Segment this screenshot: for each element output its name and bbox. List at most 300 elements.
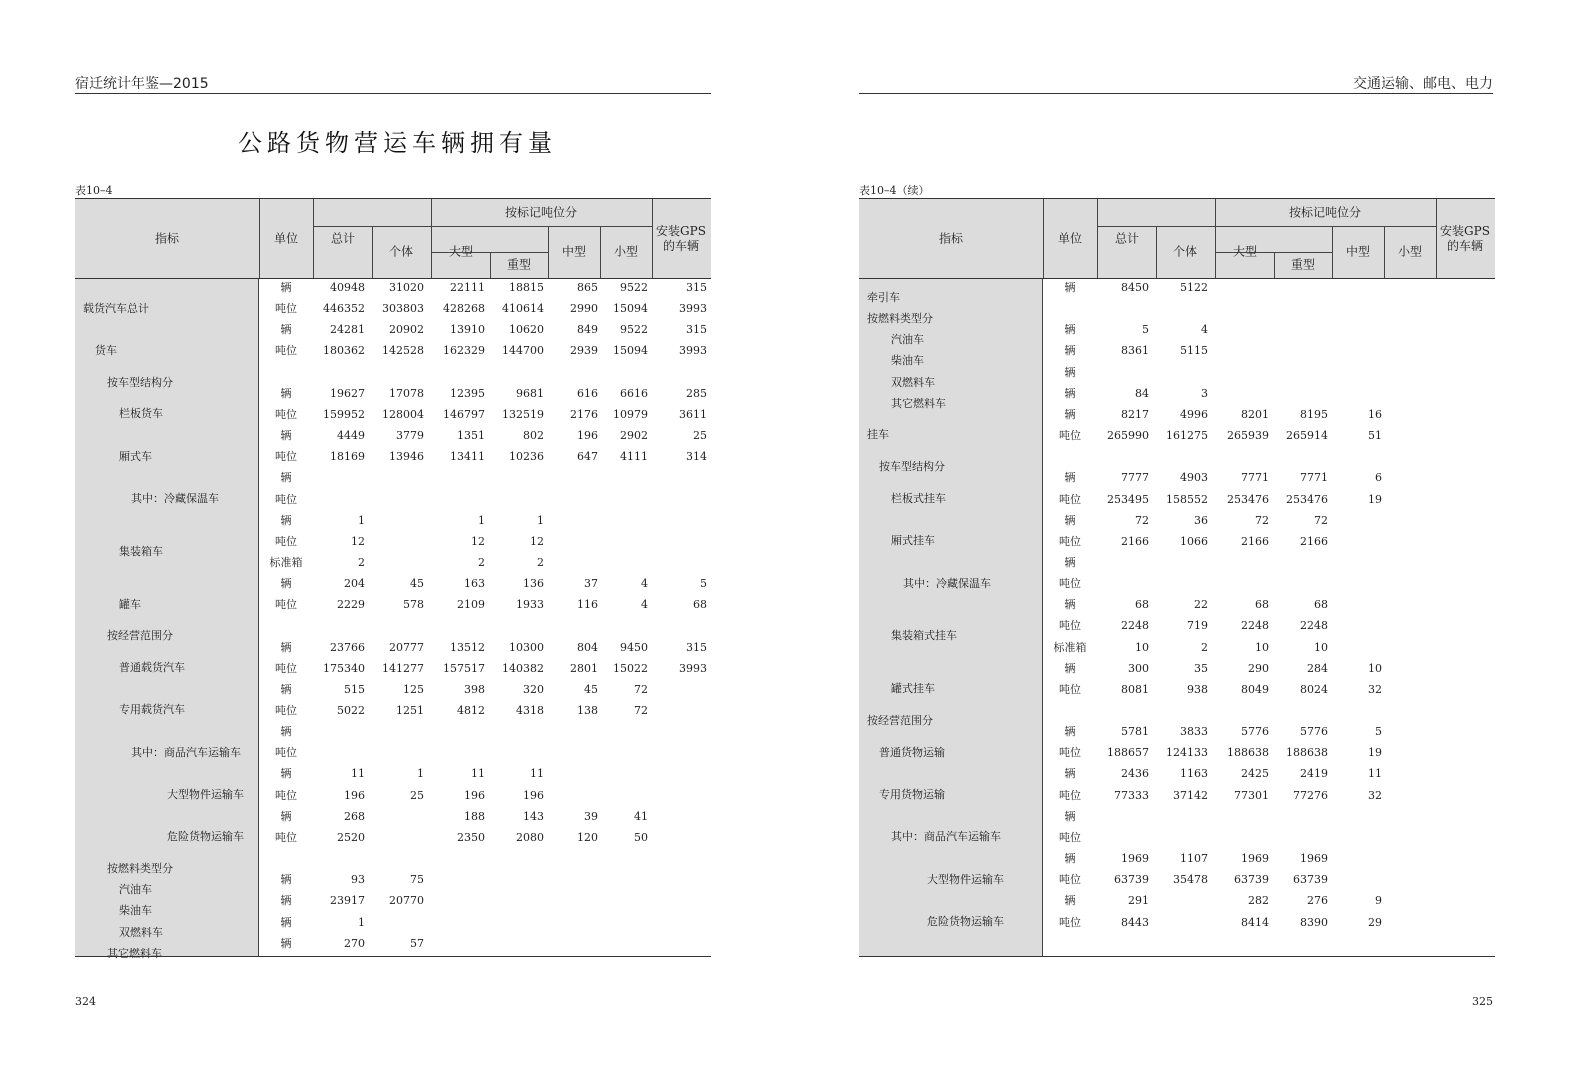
value-cell: 158552: [1166, 492, 1208, 506]
value-cell: 11: [1368, 767, 1382, 781]
value-cell: 2350: [457, 830, 485, 844]
header-divider: [1043, 199, 1044, 278]
table-header-right: [859, 199, 1495, 279]
header-individual: 个体: [1172, 244, 1198, 259]
header-large: 大型: [448, 244, 474, 259]
header-divider: [313, 226, 652, 227]
unit-cell: 辆: [280, 809, 292, 823]
header-medium: 中型: [561, 244, 587, 259]
table-row: [75, 637, 711, 658]
value-cell: 39: [584, 809, 598, 823]
value-cell: 63739: [1234, 873, 1269, 887]
value-cell: 11: [530, 767, 544, 781]
value-cell: 5122: [1180, 281, 1208, 294]
unit-cell: 标准箱: [269, 555, 303, 569]
unit-cell: 辆: [1064, 365, 1076, 379]
table-row: [859, 383, 1495, 404]
value-cell: 72: [1314, 513, 1328, 527]
table-right: [859, 198, 1495, 957]
value-cell: 50: [634, 830, 648, 844]
table-row: [859, 573, 1495, 594]
header-divider: [548, 226, 549, 278]
value-cell: 5: [1375, 725, 1382, 739]
table-row: [75, 700, 711, 721]
value-cell: 2902: [620, 429, 648, 443]
value-cell: 37142: [1173, 788, 1208, 802]
table-row: [75, 912, 711, 933]
value-cell: 84: [1135, 386, 1149, 400]
header-unit: 单位: [273, 231, 299, 246]
value-cell: 3779: [396, 429, 424, 443]
value-cell: 124133: [1166, 746, 1208, 760]
header-medium: 中型: [1345, 244, 1371, 259]
header-divider: [1215, 199, 1216, 278]
value-cell: 9681: [516, 386, 544, 400]
table-row: [75, 467, 711, 488]
table-row: [859, 340, 1495, 361]
table-row: [859, 594, 1495, 615]
value-cell: 29: [1368, 915, 1382, 929]
header-gps: 安装GPS 的车辆: [1440, 224, 1490, 253]
value-cell: 24281: [330, 323, 365, 337]
table-row: [75, 869, 711, 890]
value-cell: 12: [351, 534, 365, 548]
value-cell: 188638: [1286, 746, 1328, 760]
value-cell: 4996: [1180, 407, 1208, 421]
value-cell: 138: [577, 704, 598, 717]
table-row: [75, 890, 711, 911]
value-cell: 13512: [450, 640, 485, 654]
page-number-left: 324: [75, 995, 96, 1008]
indicator-label: 厢式车: [119, 449, 152, 463]
table-row: [859, 848, 1495, 869]
indicator-label: 挂车: [867, 428, 889, 442]
value-cell: 1969: [1121, 852, 1149, 866]
value-cell: 196: [577, 429, 598, 443]
value-cell: 159952: [323, 407, 365, 421]
indicator-label: 集装箱车: [119, 544, 163, 558]
table-body-right: [859, 279, 1495, 956]
unit-cell: 辆: [1064, 852, 1076, 866]
unit-cell: 辆: [280, 767, 292, 781]
header-divider: [1274, 252, 1275, 278]
table-row: [859, 763, 1495, 784]
value-cell: 2: [537, 555, 544, 569]
value-cell: 1933: [516, 598, 544, 612]
value-cell: 4903: [1180, 471, 1208, 485]
value-cell: 1969: [1300, 852, 1328, 866]
unit-cell: 吨位: [275, 534, 297, 548]
value-cell: 398: [464, 682, 485, 696]
header-rule-right: [859, 93, 1493, 94]
indicator-label: 大型物件运输车: [927, 872, 1004, 886]
value-cell: 4318: [516, 704, 544, 717]
table-row: [859, 531, 1495, 552]
unit-cell: 吨位: [275, 830, 297, 844]
unit-cell: 辆: [280, 281, 292, 294]
unit-cell: 吨位: [1059, 788, 1081, 802]
value-cell: 2520: [337, 830, 365, 844]
value-cell: 4: [641, 577, 648, 591]
value-cell: 276: [1307, 894, 1328, 908]
header-divider: [652, 199, 653, 278]
unit-cell: 辆: [1064, 809, 1076, 823]
value-cell: 77333: [1114, 788, 1149, 802]
unit-cell: 吨位: [275, 788, 297, 802]
value-cell: 10236: [509, 450, 544, 464]
value-cell: 802: [523, 429, 544, 443]
value-cell: 2166: [1121, 534, 1149, 548]
table-row: [859, 425, 1495, 446]
value-cell: 32: [1368, 682, 1382, 696]
header-individual: 个体: [388, 244, 414, 259]
indicator-label: 其它燃料车: [891, 396, 946, 410]
unit-cell: 辆: [1064, 725, 1076, 739]
table-row: [75, 404, 711, 425]
header-large: 大型: [1232, 244, 1258, 259]
value-cell: 18815: [509, 281, 544, 294]
value-cell: 515: [344, 682, 365, 696]
indicator-label: 双燃料车: [891, 375, 935, 389]
value-cell: 11: [351, 767, 365, 781]
value-cell: 290: [1248, 661, 1269, 675]
table-row: [859, 890, 1495, 911]
value-cell: 72: [634, 704, 648, 717]
unit-cell: 吨位: [1059, 682, 1081, 696]
unit-cell: 辆: [280, 682, 292, 696]
value-cell: 265990: [1107, 429, 1149, 443]
unit-cell: 吨位: [1059, 746, 1081, 760]
indicator-label: 牵引车: [867, 291, 900, 304]
value-cell: 804: [577, 640, 598, 654]
table-row: [859, 467, 1495, 488]
value-cell: 146797: [443, 407, 485, 421]
unit-cell: 辆: [1064, 323, 1076, 337]
value-cell: 320: [523, 682, 544, 696]
value-cell: 63739: [1293, 873, 1328, 887]
value-cell: 40948: [330, 281, 365, 294]
header-divider: [1097, 226, 1436, 227]
table-row: [75, 298, 711, 319]
value-cell: 8361: [1121, 344, 1149, 358]
indicator-label: 集装箱式挂车: [891, 629, 957, 643]
value-cell: 1: [478, 513, 485, 527]
value-cell: 125: [403, 682, 424, 696]
unit-cell: 辆: [1064, 407, 1076, 421]
table-row: [75, 340, 711, 361]
value-cell: 8024: [1300, 682, 1328, 696]
indicator-label: 按经营范围分: [867, 714, 933, 727]
indicator-label: 其它燃料车: [107, 946, 162, 960]
value-cell: 8049: [1241, 682, 1269, 696]
indicator-label: 厢式挂车: [891, 534, 935, 548]
value-cell: 2419: [1300, 767, 1328, 781]
value-cell: 10300: [509, 640, 544, 654]
table-row: [859, 721, 1495, 742]
value-cell: 162329: [443, 344, 485, 358]
value-cell: 2176: [570, 407, 598, 421]
indicator-label: 柴油车: [891, 354, 924, 368]
value-cell: 2: [478, 555, 485, 569]
page-title: 公路货物营运车辆拥有量: [238, 129, 557, 157]
value-cell: 938: [1187, 682, 1208, 696]
value-cell: 1: [358, 513, 365, 527]
indicator-label: 按燃料类型分: [107, 862, 173, 876]
value-cell: 120: [577, 830, 598, 844]
table-row: [859, 510, 1495, 531]
unit-cell: 吨位: [275, 661, 297, 675]
table-row: [859, 912, 1495, 933]
value-cell: 12395: [450, 386, 485, 400]
value-cell: 41: [634, 809, 648, 823]
indicator-label: 普通货物运输: [879, 745, 945, 759]
unit-cell: 吨位: [1059, 873, 1081, 887]
unit-cell: 辆: [1064, 471, 1076, 485]
header-divider: [431, 199, 432, 278]
value-cell: 20770: [389, 894, 424, 908]
value-cell: 315: [686, 281, 707, 294]
value-cell: 1: [537, 513, 544, 527]
indicator-label: 按燃料类型分: [867, 312, 933, 326]
header-divider: [372, 226, 373, 278]
table-row: [75, 573, 711, 594]
value-cell: 63739: [1114, 873, 1149, 887]
value-cell: 5781: [1121, 725, 1149, 739]
value-cell: 2990: [570, 302, 598, 316]
value-cell: 23766: [330, 640, 365, 654]
indicator-label: 柴油车: [119, 904, 152, 918]
value-cell: 77301: [1234, 788, 1269, 802]
value-cell: 8443: [1121, 915, 1149, 929]
value-cell: 132519: [502, 407, 544, 421]
value-cell: 72: [1255, 513, 1269, 527]
value-cell: 204: [344, 577, 365, 591]
value-cell: 15094: [613, 344, 648, 358]
value-cell: 4111: [620, 450, 648, 464]
header-rule-left: [75, 93, 711, 94]
table-body-left: [75, 279, 711, 960]
indicator-label: 按经营范围分: [107, 629, 173, 643]
indicator-label: 其中：商品汽车运输车: [131, 745, 241, 759]
value-cell: 37: [584, 577, 598, 591]
header-heavy: 重型: [506, 257, 532, 272]
value-cell: 410614: [502, 302, 544, 316]
unit-cell: 吨位: [1059, 915, 1081, 929]
unit-cell: 吨位: [1059, 534, 1081, 548]
value-cell: 17078: [389, 386, 424, 400]
unit-cell: 吨位: [275, 492, 297, 506]
value-cell: 25: [693, 429, 707, 443]
value-cell: 188657: [1107, 746, 1149, 760]
value-cell: 616: [577, 386, 598, 400]
indicator-label: 货车: [95, 343, 117, 357]
header-gps: 安装GPS 的车辆: [656, 224, 706, 253]
value-cell: 253476: [1286, 492, 1328, 506]
value-cell: 57: [410, 936, 424, 950]
indicator-label: 按车型结构分: [107, 375, 173, 389]
value-cell: 865: [577, 281, 598, 294]
value-cell: 849: [577, 323, 598, 337]
value-cell: 77276: [1293, 788, 1328, 802]
value-cell: 15022: [613, 661, 648, 675]
value-cell: 35: [1194, 661, 1208, 675]
table-row: [859, 637, 1495, 658]
value-cell: 161275: [1166, 429, 1208, 443]
header-indicator: 指标: [938, 231, 964, 246]
value-cell: 196: [523, 788, 544, 802]
indicator-label: 汽油车: [891, 333, 924, 347]
table-row: [75, 658, 711, 679]
header-small: 小型: [1397, 244, 1423, 259]
indicator-label: 其中：冷藏保温车: [131, 491, 219, 505]
value-cell: 5: [700, 577, 707, 591]
table-row: [75, 827, 711, 848]
indicator-label: 栏板式挂车: [891, 491, 946, 505]
indicator-label: 其中：商品汽车运输车: [891, 830, 1001, 844]
value-cell: 2: [358, 555, 365, 569]
value-cell: 1: [417, 767, 424, 781]
header-divider: [1332, 226, 1333, 278]
value-cell: 2248: [1300, 619, 1328, 633]
value-cell: 5776: [1300, 725, 1328, 739]
indicator-label: 栏板货车: [119, 407, 163, 421]
value-cell: 9450: [620, 640, 648, 654]
header-indicator: 指标: [154, 231, 180, 246]
value-cell: 4: [1201, 323, 1208, 337]
value-cell: 20902: [389, 323, 424, 337]
value-cell: 2436: [1121, 767, 1149, 781]
value-cell: 446352: [323, 302, 365, 316]
indicator-label: 危险货物运输车: [167, 830, 244, 844]
unit-cell: 吨位: [1059, 830, 1081, 844]
indicator-label: 专用载货汽车: [119, 703, 185, 717]
value-cell: 16: [1368, 407, 1382, 421]
value-cell: 315: [686, 323, 707, 337]
value-cell: 10620: [509, 323, 544, 337]
value-cell: 284: [1307, 661, 1328, 675]
value-cell: 578: [403, 598, 424, 612]
value-cell: 5776: [1241, 725, 1269, 739]
table-row: [859, 658, 1495, 679]
value-cell: 315: [686, 640, 707, 654]
indicator-label: 按车型结构分: [879, 460, 945, 474]
value-cell: 428268: [443, 302, 485, 316]
value-cell: 303803: [382, 302, 424, 316]
header-divider: [1436, 199, 1437, 278]
value-cell: 282: [1248, 894, 1269, 908]
unit-cell: 辆: [280, 577, 292, 591]
value-cell: 175340: [323, 661, 365, 675]
value-cell: 3833: [1180, 725, 1208, 739]
value-cell: 8450: [1121, 281, 1149, 294]
value-cell: 3993: [679, 661, 707, 675]
value-cell: 13910: [450, 323, 485, 337]
value-cell: 23917: [330, 894, 365, 908]
table-row: [75, 763, 711, 784]
value-cell: 188638: [1227, 746, 1269, 760]
value-cell: 32: [1368, 788, 1382, 802]
table-row: [75, 383, 711, 404]
header-total: 总计: [330, 231, 356, 246]
table-row: [859, 319, 1495, 340]
value-cell: 314: [686, 450, 707, 464]
table-row: [75, 510, 711, 531]
table-row: [859, 362, 1495, 383]
value-cell: 10979: [613, 407, 648, 421]
unit-cell: 辆: [1064, 661, 1076, 675]
unit-cell: 吨位: [275, 746, 297, 760]
value-cell: 93: [351, 873, 365, 887]
header-divider: [313, 199, 314, 278]
value-cell: 19: [1368, 746, 1382, 760]
indicator-label: 危险货物运输车: [927, 914, 1004, 928]
value-cell: 2109: [457, 598, 485, 612]
value-cell: 2166: [1300, 534, 1328, 548]
value-cell: 15094: [613, 302, 648, 316]
value-cell: 68: [1135, 598, 1149, 612]
value-cell: 8081: [1121, 682, 1149, 696]
value-cell: 2229: [337, 598, 365, 612]
value-cell: 2425: [1241, 767, 1269, 781]
value-cell: 22: [1194, 598, 1208, 612]
value-cell: 5022: [337, 704, 365, 717]
indicator-label: 普通载货汽车: [119, 661, 185, 675]
value-cell: 300: [1128, 661, 1149, 675]
value-cell: 188: [464, 809, 485, 823]
value-cell: 719: [1187, 619, 1208, 633]
unit-cell: 辆: [1064, 894, 1076, 908]
table-row: [75, 446, 711, 467]
value-cell: 136: [523, 577, 544, 591]
table-row: [75, 489, 711, 510]
unit-cell: 吨位: [275, 407, 297, 421]
header-by-tonnage: 按标记吨位分: [1288, 205, 1362, 220]
value-cell: 4: [641, 598, 648, 612]
value-cell: 3993: [679, 302, 707, 316]
header-divider: [1097, 199, 1098, 278]
indicator-label: 双燃料车: [119, 925, 163, 939]
indicator-label: 罐式挂车: [891, 682, 935, 696]
value-cell: 7771: [1241, 471, 1269, 485]
value-cell: 4449: [337, 429, 365, 443]
unit-cell: 辆: [280, 915, 292, 929]
value-cell: 10: [1255, 640, 1269, 654]
value-cell: 253495: [1107, 492, 1149, 506]
value-cell: 6: [1375, 471, 1382, 485]
table-row: [859, 785, 1495, 806]
unit-cell: 辆: [1064, 555, 1076, 569]
unit-cell: 吨位: [275, 450, 297, 464]
value-cell: 1351: [457, 429, 485, 443]
value-cell: 3993: [679, 344, 707, 358]
value-cell: 1: [358, 915, 365, 929]
table-label-right: 表10–4（续）: [859, 184, 930, 197]
value-cell: 1066: [1180, 534, 1208, 548]
value-cell: 8195: [1300, 407, 1328, 421]
value-cell: 8217: [1121, 407, 1149, 421]
table-header-left: [75, 199, 711, 279]
unit-cell: 辆: [280, 323, 292, 337]
value-cell: 140382: [502, 661, 544, 675]
unit-cell: 辆: [1064, 386, 1076, 400]
table-row: [859, 489, 1495, 510]
value-cell: 3: [1201, 386, 1208, 400]
value-cell: 4812: [457, 704, 485, 717]
table-row: [859, 404, 1495, 425]
value-cell: 8390: [1300, 915, 1328, 929]
value-cell: 13411: [450, 450, 485, 464]
value-cell: 2248: [1121, 619, 1149, 633]
